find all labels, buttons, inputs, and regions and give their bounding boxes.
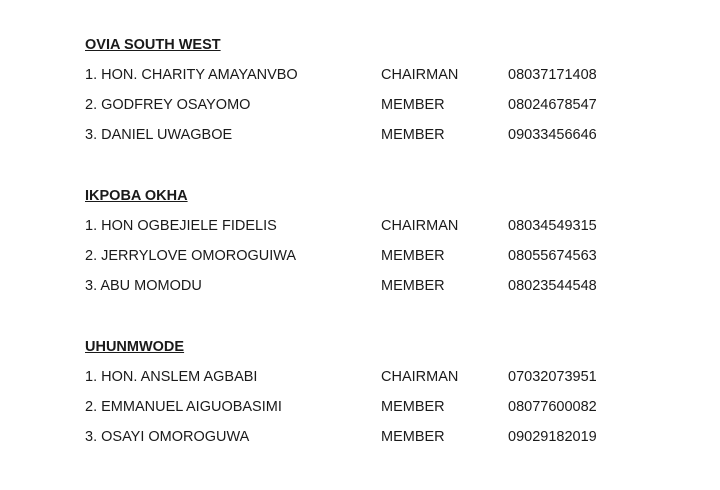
member-phone: 08034549315 [508,218,597,234]
member-phone: 08023544548 [508,278,597,294]
member-name: 1. HON. CHARITY AMAYANVBO [85,67,298,83]
member-name: 2. EMMANUEL AIGUOBASIMI [85,399,282,415]
member-name: 1. HON. ANSLEM AGBABI [85,369,258,385]
member-role: MEMBER [381,248,445,264]
member-role: MEMBER [381,127,445,143]
member-role: MEMBER [381,429,445,445]
member-row [85,66,685,96]
member-role: CHAIRMAN [381,369,459,385]
document-page [85,36,685,489]
member-row [85,126,685,156]
member-phone: 09033456646 [508,127,597,143]
member-name: 2. JERRYLOVE OMOROGUIWA [85,248,297,264]
section-ovia-south-west [85,36,685,156]
member-row [85,217,685,247]
member-role: MEMBER [381,399,445,415]
member-phone: 08037171408 [508,67,597,83]
section-title: UHUNMWODE [85,339,185,355]
member-name: 1. HON OGBEJIELE FIDELIS [85,218,277,234]
section-ikpoba-okha [85,187,685,307]
member-name: 3. OSAYI OMOROGUWA [85,429,250,445]
member-row [85,398,685,428]
member-role: CHAIRMAN [381,67,459,83]
member-role: CHAIRMAN [381,218,459,234]
member-phone: 08024678547 [508,97,597,113]
member-row [85,247,685,277]
member-name: 3. DANIEL UWAGBOE [85,127,233,143]
member-name: 3. ABU MOMODU [85,278,202,294]
member-role: MEMBER [381,97,445,113]
member-role: MEMBER [381,278,445,294]
member-row [85,428,685,458]
member-name: 2. GODFREY OSAYOMO [85,97,251,113]
section-title: IKPOBA OKHA [85,188,188,204]
member-phone: 09029182019 [508,429,597,445]
member-phone: 07032073951 [508,369,597,385]
section-title: OVIA SOUTH WEST [85,37,221,53]
section-uhunmwode [85,338,685,458]
member-phone: 08077600082 [508,399,597,415]
member-row [85,96,685,126]
member-row [85,277,685,307]
member-row [85,368,685,398]
member-phone: 08055674563 [508,248,597,264]
